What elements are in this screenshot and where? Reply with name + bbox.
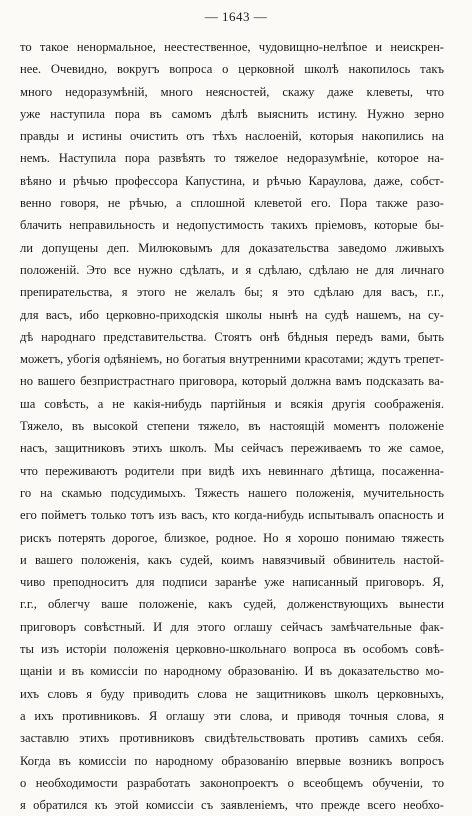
text-line: Тяжело, въ высокой степени тяжело, въ настоящій моментъ положеніе <box>20 419 444 434</box>
text-line: щаніи и въ комиссіи по народному образованію. И въ доказательство мо- <box>20 664 444 679</box>
text-line: я обратился къ этой комиссіи съ заявленіемъ, что прежде всего необхо- <box>20 798 444 813</box>
text-line: и вашего положенія, какъ судей, коимъ навязчивый обвинитель настой- <box>20 552 444 567</box>
text-line: что переживаютъ родители при видѣ ихъ невиннаго дѣтища, посаженна- <box>20 463 444 478</box>
text-line: чиво преподноситъ для подписи заранѣе уже написанный приговоръ. Я, <box>20 575 444 590</box>
text-line: насъ, защитниковъ этихъ школъ. Мы сейчасъ переживаемъ то же самое, <box>20 441 444 456</box>
text-line: заставлю этихъ противниковъ свидѣтельствовать противъ самихъ себя. <box>20 731 444 746</box>
text-line: го на скамью подсудимыхъ. Тяжесть нашего положенія, мучительность <box>20 485 444 500</box>
text-line: но вашего безпристрастнаго приговора, который должна вамъ подсказать ва- <box>20 374 444 389</box>
text-line: ли допущены деп. Милюковымъ для доказательства заведомо лживыхъ <box>20 240 444 255</box>
text-line: ты изъ исторіи положенія церковно-школьнаго вопроса въ особомъ совѣ- <box>20 642 444 657</box>
text-line: Когда въ комиссіи по народному образованію впервые возникъ вопросъ <box>20 753 444 768</box>
text-line: венно говоря, не рѣчью, а сплошной клеветой его. Пора также разо- <box>20 196 444 211</box>
text-line: а ихъ противниковъ. Я оглашу эти слова, и приводя точныя слова, я <box>20 708 444 723</box>
text-line: много недоразумѣній, много неясностей, скажу даже клеветы, что <box>20 84 444 99</box>
text-line: препирательства, я этого не желалъ бы; я это сдѣлаю для васъ, г.г., <box>20 285 444 300</box>
text-line: г.г., облегчу ваше положеніе, какъ судей, долженствующихъ вынести <box>20 597 444 612</box>
text-line: нее. Очевидно, вокругъ вопроса о церковной школѣ накопилось такъ <box>20 62 444 77</box>
text-line: дѣ народнаго представительства. Стоятъ онѣ бѣдныя передъ вами, быть <box>20 329 444 344</box>
text-line: правды и истины очистить отъ тѣхъ наслоеній, которыя накопились на <box>20 129 444 144</box>
text-line: приговоръ совѣстный. И для этого оглашу сейчасъ замѣчательные фак- <box>20 619 444 634</box>
text-line: немъ. Наступила пора развѣять то тяжелое недоразумѣніе, которое на- <box>20 151 444 166</box>
text-line: блачить неправильность и недопустимость такихъ пріемовъ, которые бы- <box>20 218 444 233</box>
text-line: вѣяно и рѣчью профессора Капустина, и рѣчью Караулова, даже, собст- <box>20 173 444 188</box>
text-line: можетъ, убогія одѣяніемъ, но богатыя внутренними красотами; ждутъ трепет- <box>20 352 444 367</box>
text-line: рискъ потерять дорогое, близкое, родное. Но я хорошо понимаю тяжесть <box>20 530 444 545</box>
text-line: ша совѣсть, а не какія-нибудь партійныя и всякія другія соображенія. <box>20 396 444 411</box>
text-line: положеній. Это все нужно сдѣлать, и я сдѣлаю, сдѣлаю не для личнаго <box>20 262 444 277</box>
text-line: для васъ, ибо церковно-приходскія школы нынѣ на судѣ нашемъ, на су- <box>20 307 444 322</box>
text-line: ихъ словъ я буду приводить слова не защитниковъ школъ церковныхъ, <box>20 686 444 701</box>
text-line: о необходимости разработать законопроектъ о всеобщемъ обученіи, то <box>20 775 444 790</box>
page-number: — 1643 — <box>204 9 268 24</box>
body-text <box>20 36 444 816</box>
text-line: его пойметъ только тотъ изъ васъ, кто когда-нибудь испытывалъ опасность и <box>20 508 444 523</box>
text-line: то такое ненормальное, неестественное, чудовищно-нелѣпое и неискрен- <box>20 40 444 54</box>
text-line: уже наступила пора въ самомъ дѣлѣ выяснить истину. Нужно зерно <box>20 106 444 121</box>
